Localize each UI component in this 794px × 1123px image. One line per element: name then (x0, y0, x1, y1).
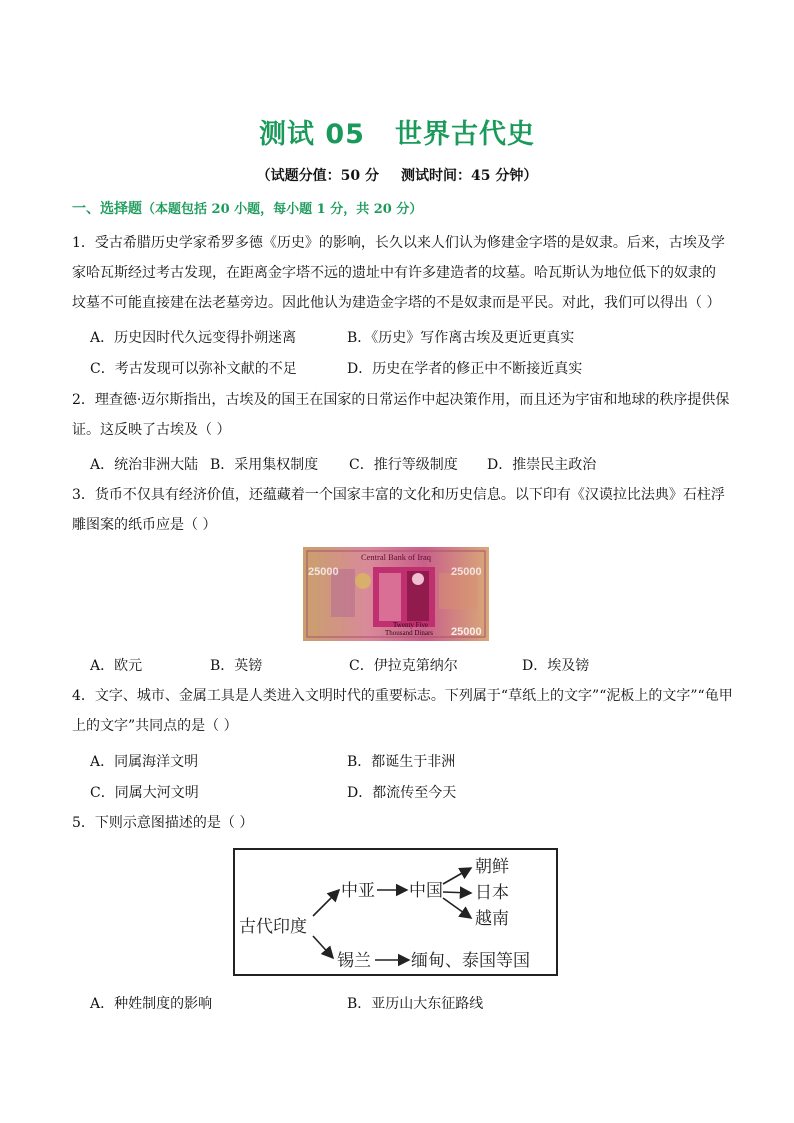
question-4-option-c[interactable]: C．同属大河文明 (90, 785, 199, 801)
question-4-line-1: 4．文字、城市、金属工具是人类进入文明时代的重要标志。下列属于“草纸上的文字”“泥板上的文字”“龟甲 (72, 688, 733, 704)
section-title: 一、选择题 (72, 201, 142, 217)
question-5-line-1: 5．下则示意图描述的是（ ） (72, 815, 254, 831)
title-subject: 世界古代史 (394, 119, 535, 150)
node-japan: 日本 (475, 883, 509, 903)
question-3-stem (72, 480, 724, 540)
banknote-right-ornament (439, 573, 477, 609)
score-label: （试题分值：50 分 (256, 168, 379, 184)
question-2-option-c[interactable]: C．推行等级制度 (349, 457, 458, 473)
question-5-stem (72, 808, 724, 838)
spread-diagram (233, 848, 558, 976)
question-5-option-b[interactable]: B．亚历山大东征路线 (347, 996, 484, 1012)
question-4-option-a[interactable]: A．同属海洋文明 (90, 754, 199, 770)
node-ancient-india: 古代印度 (239, 917, 307, 937)
section-heading (72, 198, 422, 218)
question-3-line-1: 3．货币不仅具有经济价值，还蕴藏着一个国家丰富的文化和历史信息。以下印有《汉谟拉比法典》石柱浮 (72, 487, 725, 503)
banknote-denomination-top-right: 25000 (451, 566, 482, 578)
question-1-option-d[interactable]: D．历史在学者的修正中不断接近真实 (347, 361, 583, 377)
iraqi-dinar-banknote-image (303, 547, 489, 641)
arrow-china-to-korea (443, 868, 471, 884)
question-4-stem (72, 681, 733, 741)
banknote-denomination-bottom-right: 25000 (451, 626, 482, 638)
section-note: （本题包括 20 小题，每小题 1 分，共 20 分） (142, 202, 423, 217)
question-1-line-1: 1．受古希腊历史学家希罗多德《历史》的影响，长久以来人们认为修建金字塔的是奴隶。后来，古埃及学 (72, 235, 725, 251)
page-title (0, 112, 794, 151)
question-3-option-a[interactable]: A．欧元 (90, 658, 143, 674)
node-korea: 朝鲜 (475, 857, 509, 877)
arrow-india-to-central-asia (313, 890, 339, 916)
question-1-line-2: 家哈瓦斯经过考古发现，在距离金字塔不远的遗址中有许多建造者的坟墓。哈瓦斯认为地位低下的奴隶的 (72, 265, 716, 281)
question-3-option-b[interactable]: B．英镑 (210, 658, 263, 674)
spread-diagram-svg (235, 850, 556, 974)
title-test-number: 测试 05 (259, 119, 365, 150)
node-burma-thailand: 缅甸、泰国等国 (411, 951, 530, 971)
stele-figure-left (379, 573, 401, 621)
question-5-option-a[interactable]: A．种姓制度的影响 (90, 996, 213, 1012)
question-1-option-b[interactable]: B．《历史》写作离古埃及更近更真实 (347, 330, 575, 346)
question-4-option-d[interactable]: D．都流传至今天 (347, 785, 457, 801)
question-2-option-b[interactable]: B．采用集权制度 (210, 457, 319, 473)
page-subtitle (0, 165, 794, 185)
node-central-asia: 中亚 (341, 881, 375, 901)
question-2-line-1: 2．理查德·迈尔斯指出，古埃及的国王在国家的日常运作中起决策作用，而且还为宇宙和地球的秩序提供保 (72, 392, 730, 408)
question-2-option-a[interactable]: A．统治非洲大陆 (90, 457, 199, 473)
arrow-india-to-ceylon (313, 936, 333, 958)
question-1-line-3: 坟墓不可能直接建在法老墓旁边。因此他认为建造金字塔的不是奴隶而是平民。对此，我们可以得出（ ） (72, 295, 721, 311)
question-4-line-2: 上的文字”共同点的是（ ） (72, 718, 238, 734)
node-vietnam: 越南 (475, 909, 509, 929)
time-label: 测试时间：45 分钟） (401, 168, 538, 184)
arrow-china-to-japan (443, 892, 471, 893)
banknote-denomination-top-left: 25000 (308, 566, 339, 578)
banknote-words-line-1: Twenty Five (393, 621, 429, 629)
question-2-stem (72, 385, 730, 445)
question-1-stem (72, 228, 724, 318)
stele-figure-head (412, 573, 424, 585)
question-4-option-b[interactable]: B．都诞生于非洲 (347, 754, 456, 770)
node-china: 中国 (409, 881, 443, 901)
question-3-option-d[interactable]: D．埃及镑 (522, 658, 590, 674)
question-1-option-c[interactable]: C．考古发现可以弥补文献的不足 (90, 361, 297, 377)
banknote-emblem (355, 573, 371, 589)
banknote-bank-name: Central Bank of Iraq (360, 552, 432, 562)
arrow-china-to-vietnam (443, 898, 471, 918)
question-3-line-2: 雕图案的纸币应是（ ） (72, 517, 217, 533)
question-3-option-c[interactable]: C．伊拉克第纳尔 (349, 658, 458, 674)
question-2-line-2: 证。这反映了古埃及（ ） (72, 422, 231, 438)
question-2-option-d[interactable]: D．推崇民主政治 (487, 457, 597, 473)
question-1-option-a[interactable]: A．历史因时代久远变得扑朔迷离 (90, 330, 297, 346)
banknote-words-line-2: Thousand Dinars (385, 629, 434, 637)
node-ceylon: 锡兰 (337, 951, 371, 971)
